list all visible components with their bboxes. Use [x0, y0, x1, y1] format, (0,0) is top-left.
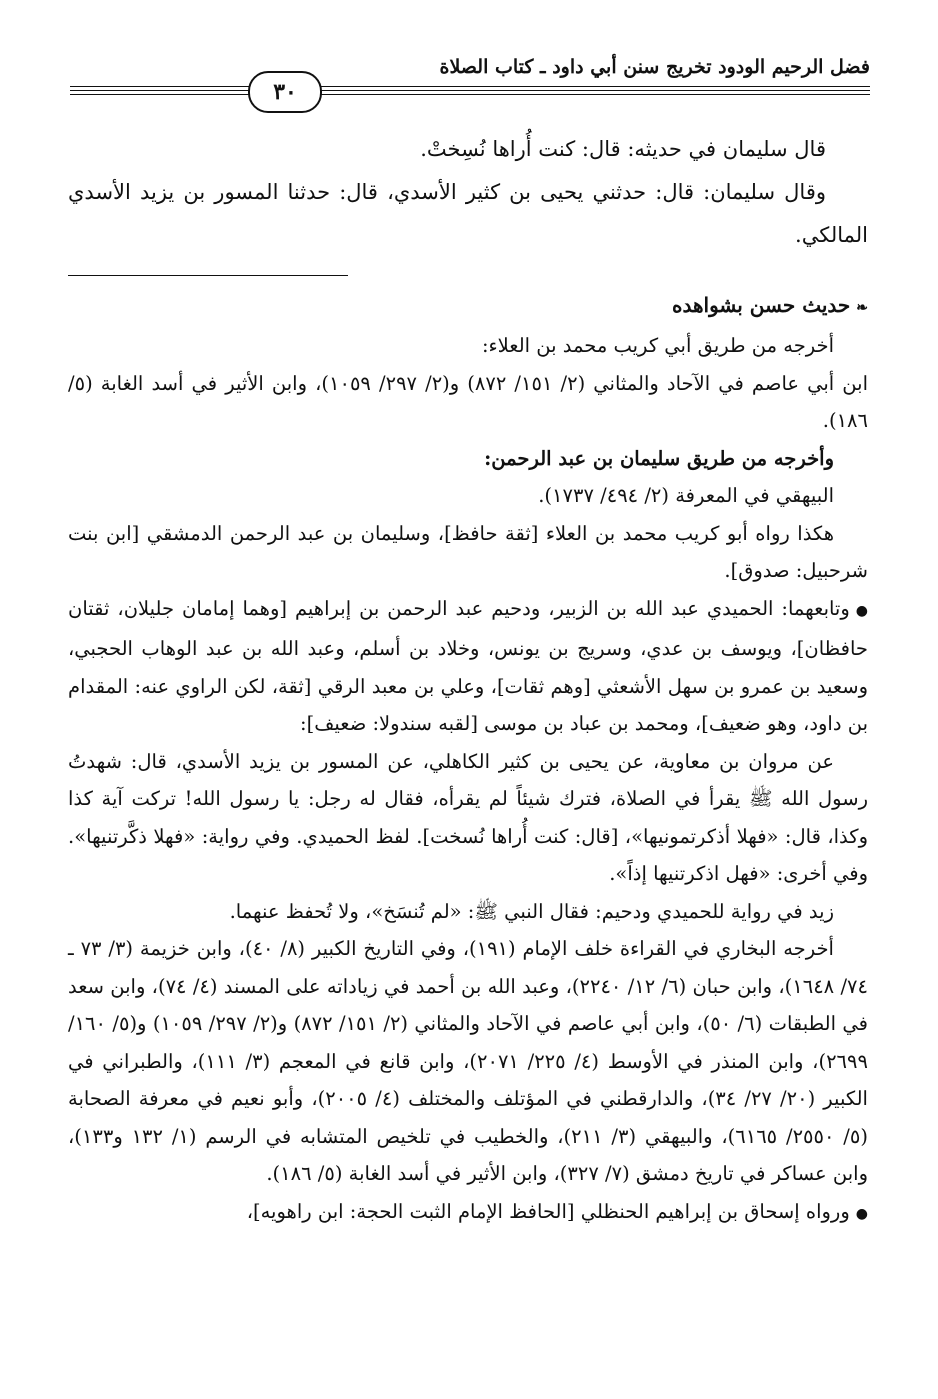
- text-paragraph: عن مروان بن معاوية، عن يحيى بن كثير الكاهلي، عن المسور بن يزيد الأسدي، قال: شهدتُ رسول الله ﷺ يقرأ في الصلاة، فترك شيئاً لم يقرأه، فقال له رجل: يا رسول الله! تركت آية كذا وكذا، قال: «فهلا أذكرتمونيها»، [قال: كنت أُراها نُسخت]. لفظ الحميدي. وفي رواية: «فهلا ذكَّرتنيها». وفي أخرى: «فهل اذكرتنيها إذاً».: [68, 749, 868, 885]
- header-rule-top: [70, 86, 870, 87]
- header-rule-middle: [70, 90, 870, 91]
- page-header: [70, 50, 870, 130]
- text-paragraph: ابن أبي عاصم في الآحاد والمثاني (٢/ ١٥١/ ٨٧٢) و(٢/ ٢٩٧/ ١٠٥٩)، وابن الأثير في أسد الغابة (٥/ ١٨٦).: [68, 371, 868, 432]
- page-number: [248, 71, 322, 113]
- text-paragraph: [68, 1193, 868, 1234]
- text-paragraph: [68, 590, 868, 743]
- section-heading-text: حديث حسن بشواهده: [672, 293, 851, 317]
- book-icon: ❧: [856, 300, 868, 316]
- page-content: [68, 128, 868, 1233]
- running-title: فضل الرحيم الودود تخريج سنن أبي داود ـ كتاب الصلاة: [439, 56, 870, 78]
- text-paragraph: أخرجه من طريق أبي كريب محمد بن العلاء:: [481, 334, 834, 357]
- paragraph-text: وتابعهما: الحميدي عبد الله بن الزبير، ودحيم عبد الرحمن بن إبراهيم [وهما إمامان جليلان، ثقتان حافظان]، ويوسف بن عدي، وسريج بن يونس، وخلاد بن أسلم، وعبد الله بن عبد الوهاب الحجبي، وسعيد بن عمرو بن سهل الأشعثي [وهم ثقات]، وعلي بن معبد الرقي [ثقة، لكن الراوي عنه: المقدام بن داود، وهو ضعيف]، ومحمد بن عباد بن موسى [لقبه سندولا: ضعيف]:: [68, 596, 868, 735]
- text-paragraph: أخرجه البخاري في القراءة خلف الإمام (١٩١)، وفي التاريخ الكبير (٨/ ٤٠)، وابن خزيمة (٣/ ٧٣ ـ ٧٤/ ١٦٤٨)، وابن حبان (٦/ ١٢/ ٢٢٤٠)، وعبد الله بن أحمد في زياداته على المسند (٤/ ٧٤)، وابن سعد في الطبقات (٦/ ٥٠)، وابن أبي عاصم في الآحاد والمثاني (٢/ ١٥١/ ٨٧٢) و(٢/ ٢٩٧/ ١٠٥٩) و(٥/ ١٦٠/ ٢٦٩٩)، وابن المنذر في الأوسط (٤/ ٢٢٥/ ٢٠٧١)، وابن قانع في المعجم (٣/ ١١١)، والطبراني في الكبير (٢٠/ ٢٧/ ٣٤)، والدارقطني في المؤتلف والمختلف (٤/ ٢٠٠٥)، وأبو نعيم في معرفة الصحابة (٥/ ٢٥٥٠/ ٦١٦٥)، والبيهقي (٣/ ٢١١)، والخطيب في تلخيص المتشابه في الرسم (١/ ١٣٢ و١٣٣)، وابن عساكر في تاريخ دمشق (٧/ ٣٢٧)، وابن الأثير في أسد الغابة (٥/ ١٨٦).: [68, 937, 868, 1185]
- text-paragraph: زيد في رواية للحميدي ودحيم: فقال النبي ﷺ: «لم تُنسَخ»، ولا تُحفظ عنهما.: [229, 899, 834, 923]
- bullet-icon: ●: [855, 1205, 868, 1222]
- section-heading: [68, 286, 868, 327]
- bullet-icon: ●: [855, 602, 868, 619]
- text-paragraph: وأخرجه من طريق سليمان بن عبد الرحمن:: [484, 446, 834, 470]
- paragraph-text: ورواه إسحاق بن إبراهيم الحنظلي [الحافظ الإمام الثبت الحجة: ابن راهويه]،: [246, 1199, 850, 1223]
- footnote-divider: [68, 275, 348, 276]
- text-paragraph: قال سليمان في حديثه: قال: كنت أُراها نُسِختْ.: [420, 137, 826, 161]
- text-paragraph: البيهقي في المعرفة (٢/ ٤٩٤/ ١٧٣٧).: [538, 484, 834, 507]
- page-number-text: ٣٠: [273, 79, 297, 105]
- text-paragraph: هكذا رواه أبو كريب محمد بن العلاء [ثقة حافظ]، وسليمان بن عبد الرحمن الدمشقي [ابن بنت شرحبيل: صدوق].: [68, 521, 868, 582]
- header-rule-bottom: [70, 94, 870, 95]
- text-paragraph: وقال سليمان: قال: حدثني يحيى بن كثير الأسدي، قال: حدثنا المسور بن يزيد الأسدي المالكي.: [68, 180, 868, 247]
